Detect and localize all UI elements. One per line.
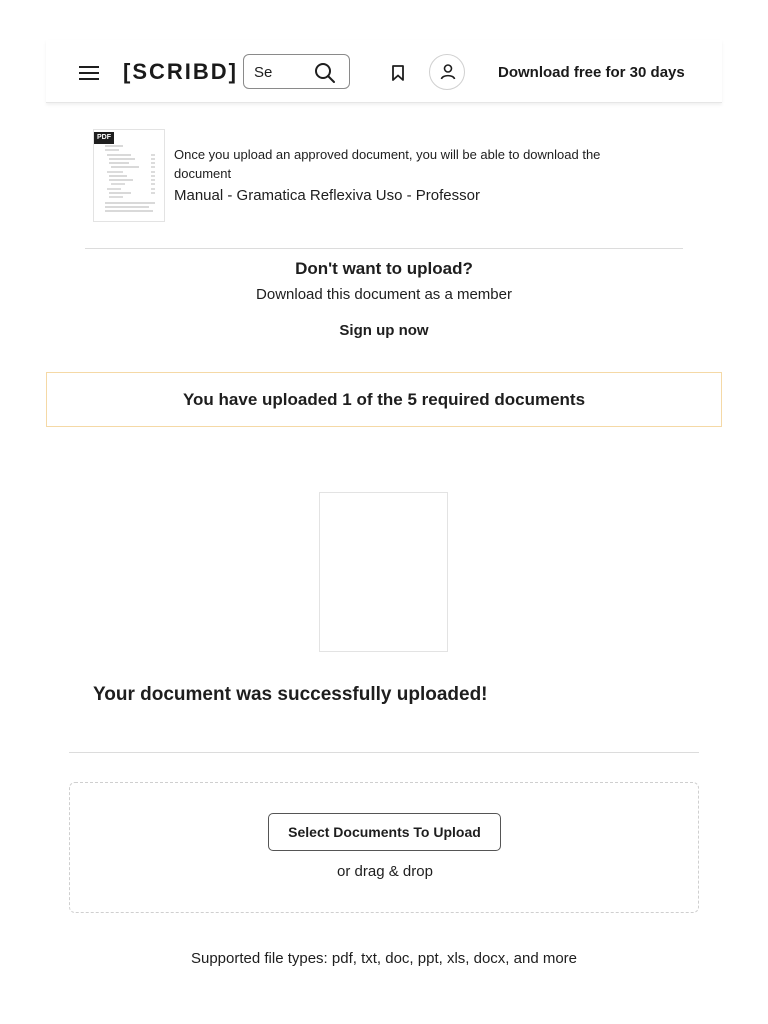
document-title[interactable]: Manual - Gramatica Reflexiva Uso - Professor	[174, 187, 480, 204]
download-free-link[interactable]: Download free for 30 days	[498, 64, 685, 81]
divider	[69, 752, 699, 753]
uploaded-document-preview	[319, 492, 448, 652]
supported-file-types: Supported file types: pdf, txt, doc, ppt, xls, docx, and more	[190, 950, 578, 967]
sign-up-link[interactable]: Sign up now	[339, 322, 429, 339]
upload-progress-banner	[46, 372, 722, 427]
document-info	[93, 129, 683, 225]
document-thumbnail	[93, 129, 165, 222]
upload-note: Once you upload an approved document, you will be able to download the document	[174, 147, 601, 181]
no-upload-heading: Don't want to upload?	[295, 259, 473, 278]
divider	[85, 248, 683, 249]
top-header	[46, 40, 722, 103]
drag-drop-text: or drag & drop	[337, 863, 433, 880]
search-box[interactable]	[243, 54, 350, 89]
document-thumbnail-preview	[101, 144, 159, 216]
scribd-logo[interactable]: [SCRIBD]	[123, 59, 238, 84]
search-icon[interactable]	[314, 62, 336, 84]
upload-dropzone[interactable]	[69, 782, 699, 913]
member-download-text: Download this document as a member	[256, 286, 512, 303]
search-input[interactable]	[254, 62, 278, 82]
menu-icon[interactable]	[79, 66, 99, 80]
pdf-badge: PDF	[94, 132, 114, 144]
upload-success-message: Your document was successfully uploaded!	[93, 684, 488, 705]
upload-progress-text: You have uploaded 1 of the 5 required documents	[182, 389, 586, 409]
bookmark-icon[interactable]	[391, 65, 405, 81]
account-avatar[interactable]	[429, 54, 465, 90]
select-documents-button[interactable]: Select Documents To Upload	[268, 813, 501, 851]
user-icon	[439, 63, 457, 81]
